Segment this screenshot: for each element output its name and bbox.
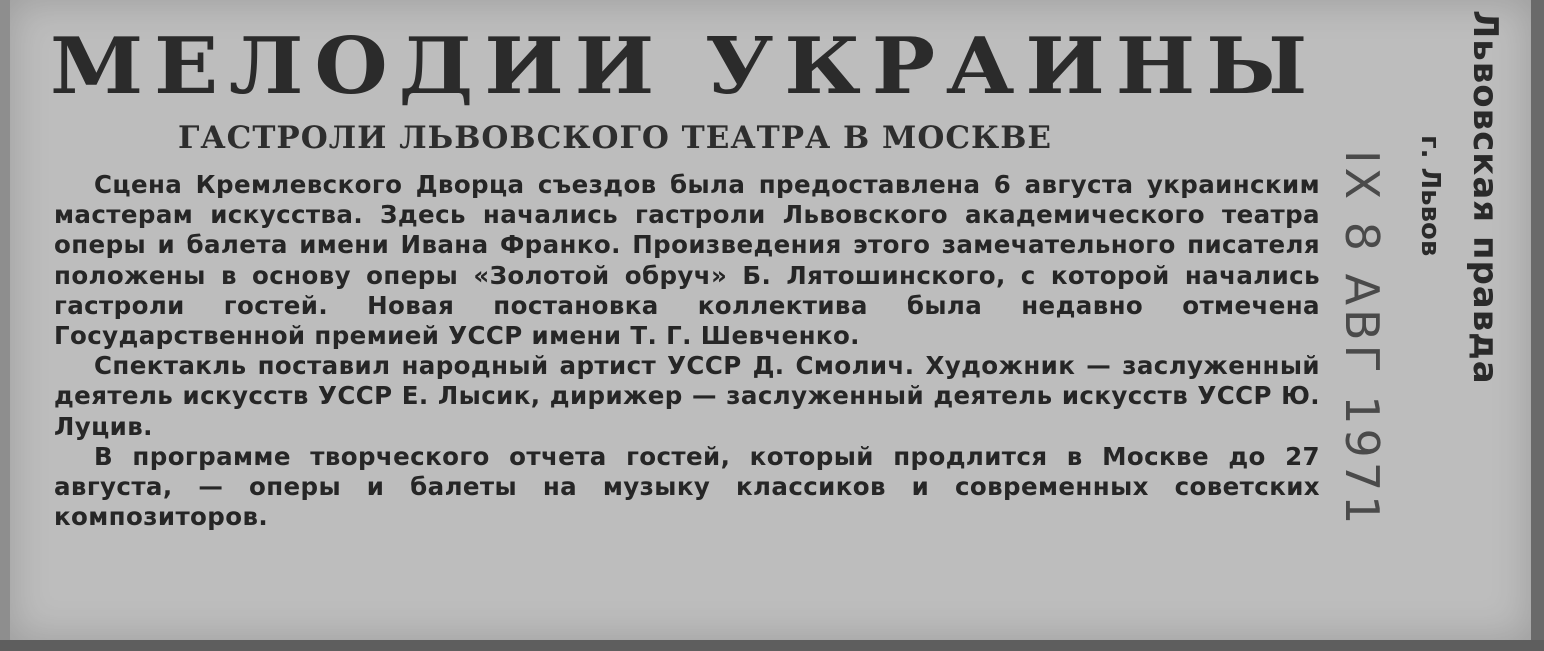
article-body (54, 170, 1320, 532)
page-edge-shadow (1531, 0, 1544, 651)
article-paragraph-2: Спектакль поставил народный артист УССР Д. Смолич. Художник — заслуженный деятель искусств УССР Е. Лысик, дирижер — заслуженный деятель искусств УССР Ю. Луцив. (54, 351, 1320, 441)
article-subheadline: ГАСТРОЛИ ЛЬВОВСКОГО ТЕАТРА В МОСКВЕ (178, 120, 1053, 156)
article-headline: МЕЛОДИИ УКРАИНЫ (50, 21, 1319, 112)
source-newspaper-name: Львовская правда (1465, 10, 1505, 385)
date-stamp (1332, 150, 1412, 550)
page-bottom-edge (0, 640, 1544, 651)
date-stamp-text: IX 8 АВГ 1971 (1335, 150, 1389, 529)
source-city: г. Львов (1415, 135, 1445, 257)
article-paragraph-3: В программе творческого отчета гостей, который продлится в Москве до 27 августа, — оперы и балеты на музыку классиков и современных советских композиторов. (54, 441, 1320, 532)
newspaper-clipping (10, 0, 1531, 640)
article-paragraph-1: Сцена Кремлевского Дворца съездов была предоставлена 6 августа украинским мастерам искусства. Здесь начались гастроли Львовского академического театра оперы и балета имени Ивана Франко. Произведения этого замечательного писателя положены в основу оперы «Золотой обруч» Б. Лятошинского, с которой начались гастроли гостей. Новая постановка коллектива была недавно отмечена Государственной премией УССР имени Т. Г. Шевченко. (54, 170, 1320, 351)
source-stamp (1415, 10, 1515, 480)
